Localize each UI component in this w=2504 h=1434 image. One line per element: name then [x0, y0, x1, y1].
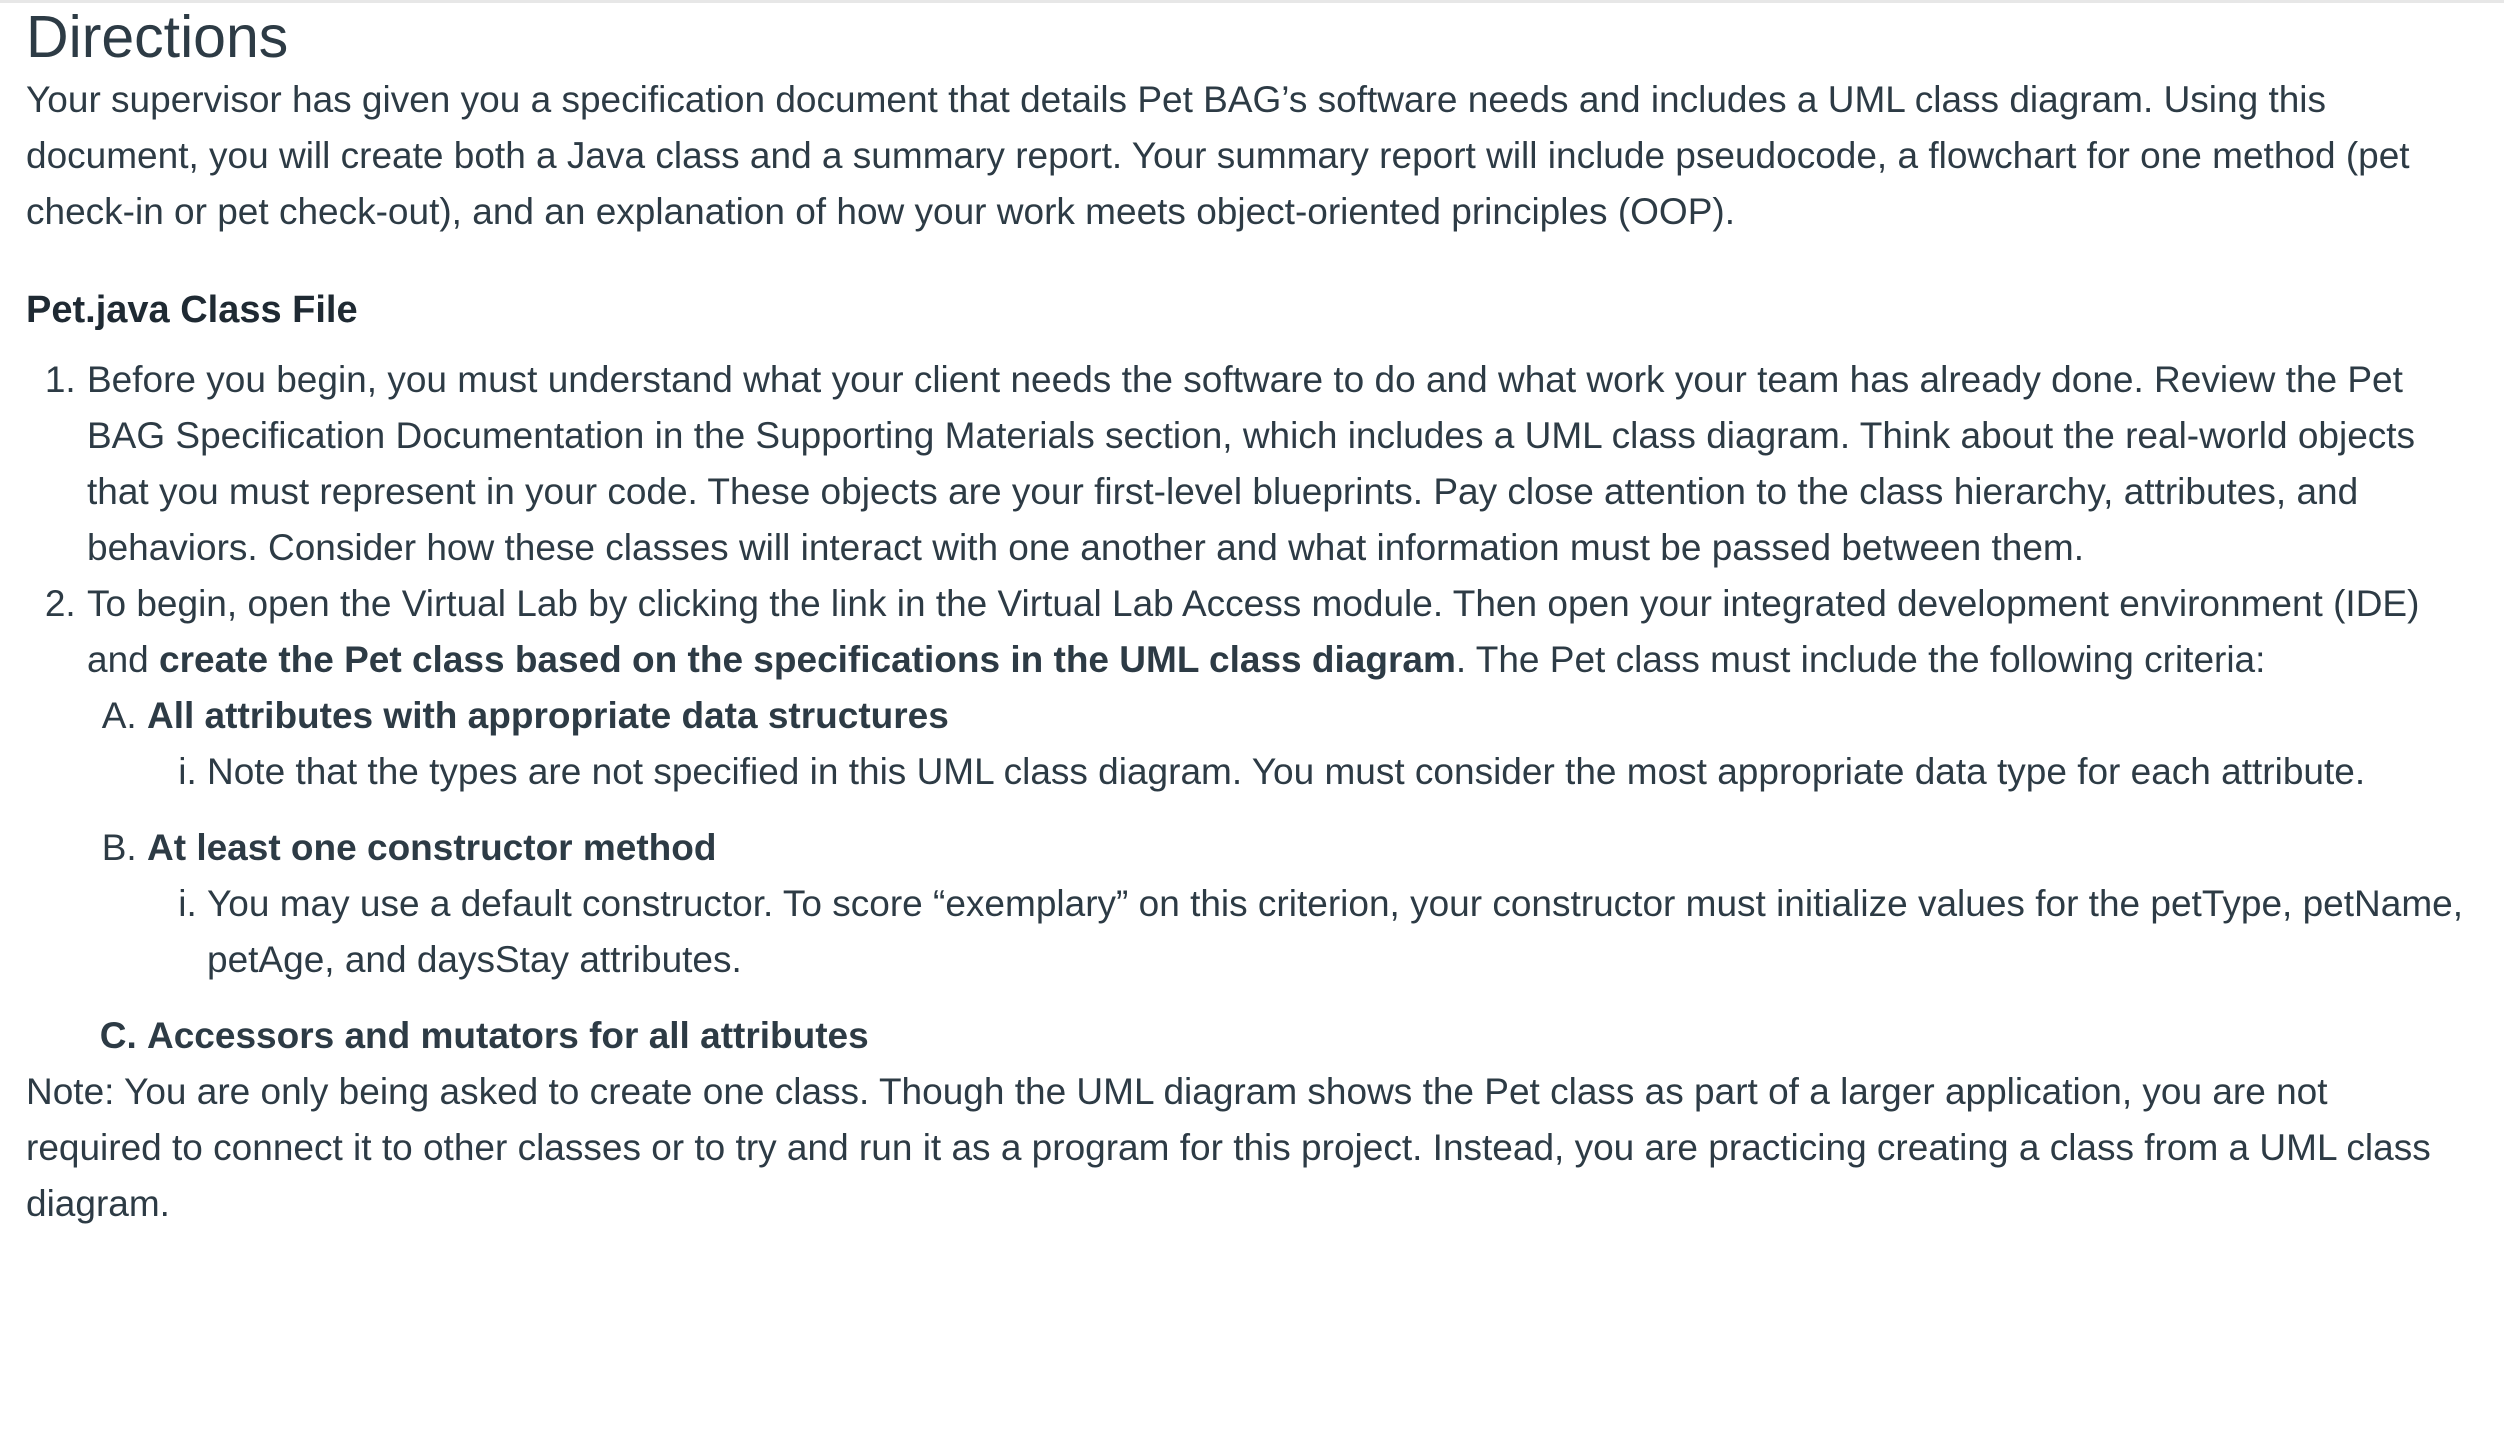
- criteria-item: [147, 1008, 2466, 1064]
- step-item: [86, 352, 2466, 576]
- criteria-detail-list: [147, 876, 2466, 988]
- criteria-item: [147, 688, 2466, 800]
- steps-list: [26, 352, 2466, 1064]
- step-text: . The Pet class must include the following criteria:: [1455, 639, 2266, 680]
- criteria-item: [147, 820, 2466, 988]
- criteria-list: [87, 688, 2466, 1064]
- criteria-title: At least one constructor method: [147, 827, 717, 868]
- section-heading: Pet.java Class File: [26, 289, 358, 331]
- criteria-detail: i. Note that the types are not specified in this UML class diagram. You must consider the most appropriate data type for each attribute.: [207, 744, 2466, 800]
- assignment-directions: [26, 0, 2466, 1232]
- note-paragraph: Note: You are only being asked to create one class. Though the UML diagram shows the Pet class as part of a larger application, you are not required to connect it to other classes or to try and run it as a program for this project. Instead, you are practicing creating a class from a UML class diagram.: [26, 1071, 2431, 1224]
- intro-paragraph: Your supervisor has given you a specification document that details Pet BAG’s software needs and includes a UML class diagram. Using this document, you will create both a Java class and a summary report. Your summary report will include pseudocode, a flowchart for one method (pet check-in or pet check-out), and an explanation of how your work meets object-oriented principles (OOP).: [26, 79, 2410, 232]
- criteria-detail-list: [147, 744, 2466, 800]
- criteria-title: Accessors and mutators for all attributes: [147, 1015, 869, 1056]
- step-text-bold: create the Pet class based on the specifications in the UML class diagram: [159, 639, 1456, 680]
- criteria-detail: i. You may use a default constructor. To score “exemplary” on this criterion, your constructor must initialize values for the petType, petName, petAge, and daysStay attributes.: [207, 876, 2466, 988]
- step-item: [86, 576, 2466, 1064]
- step-text: Before you begin, you must understand what your client needs the software to do and what work your team has already done. Review the Pet BAG Specification Documentation in the Supporting Materials section, which includes a UML class diagram. Think about the real-world objects that you must represent in your code. These objects are your first-level blueprints. Pay close attention to the class hierarchy, attributes, and behaviors. Consider how these classes will interact with one another and what information must be passed between them.: [87, 359, 2416, 568]
- criteria-title: All attributes with appropriate data structures: [147, 695, 949, 736]
- step-text: To begin, open the Virtual Lab by clicking the link in the Virtual Lab Access module. Then open your integrated development environment (IDE) and: [87, 583, 2420, 680]
- page-title: Directions: [26, 4, 289, 70]
